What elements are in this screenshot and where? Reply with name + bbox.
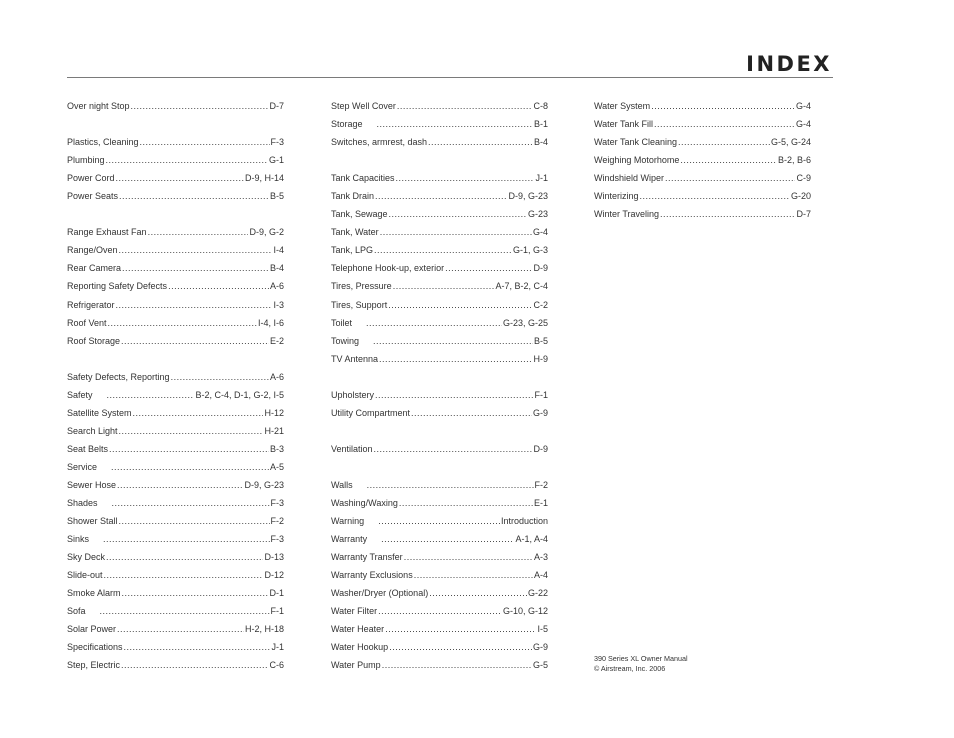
index-entry (67, 259, 284, 277)
index-page-ref: H-12 (264, 407, 284, 418)
index-page-ref: Introduction (500, 516, 548, 527)
index-term: Water System (594, 101, 651, 111)
index-entry (331, 512, 548, 530)
footer-manual-title: 390 Series XL Owner Manual (594, 654, 688, 663)
dot-leader (140, 133, 270, 151)
index-term: Warranty Exclusions (331, 570, 413, 581)
index-spacer (67, 205, 284, 223)
index-page-ref: D-7 (269, 101, 284, 111)
index-term: Roof Storage (67, 335, 121, 346)
dot-leader (121, 332, 269, 350)
index-term: Utility Compartment (331, 407, 411, 418)
index-page-ref: C-2 (533, 299, 548, 310)
index-entry (331, 296, 548, 314)
dot-leader (116, 296, 273, 314)
dot-leader (103, 530, 269, 548)
index-page-ref: G-23, G-25 (502, 317, 548, 328)
index-entry (331, 620, 548, 638)
dot-leader (117, 620, 244, 638)
index-term: Search Light (67, 425, 118, 436)
dot-leader (112, 494, 270, 512)
index-term: Tires, Pressure (331, 281, 392, 292)
index-entry (67, 422, 284, 440)
index-term: Water Filter (331, 606, 378, 617)
index-page-ref: F-3 (270, 137, 284, 148)
index-entry (331, 205, 548, 223)
index-page-ref: F-2 (534, 479, 548, 490)
index-entry (331, 440, 548, 458)
index-entry (67, 277, 284, 295)
index-page-ref: F-1 (270, 606, 284, 617)
index-entry (67, 512, 284, 530)
index-term: Range Exhaust Fan (67, 227, 147, 238)
index-page-ref: D-9, G-23 (508, 191, 548, 202)
index-term: Service (67, 461, 98, 472)
index-page-ref: G-9 (532, 642, 548, 653)
index-entry (67, 404, 284, 422)
dot-leader (651, 97, 795, 115)
index-page-ref: H-2, H-18 (244, 624, 284, 635)
dot-leader (399, 494, 533, 512)
index-term: Towing (331, 335, 360, 346)
index-page-ref: G-9 (532, 407, 548, 418)
index-entry (331, 404, 548, 422)
index-page-ref: B-2, C-4, D-1, G-2, I-5 (195, 389, 284, 400)
index-entry (67, 548, 284, 566)
index-term: Power Cord (67, 173, 115, 184)
index-entry (594, 97, 811, 115)
index-term: Sofa (67, 606, 86, 617)
index-term: Sinks (67, 534, 90, 545)
index-entry (331, 602, 548, 620)
dot-leader (119, 241, 273, 259)
index-page-ref: D-9, G-23 (244, 479, 284, 490)
dot-leader (119, 422, 264, 440)
dot-leader (378, 512, 500, 530)
dot-leader (678, 133, 770, 151)
index-entry (67, 620, 284, 638)
index-term: Rear Camera (67, 263, 122, 274)
index-page-ref: G-10, G-12 (502, 606, 548, 617)
index-page-ref: G-4 (795, 101, 811, 111)
index-term: Water Tank Fill (594, 119, 654, 130)
dot-leader (131, 97, 269, 115)
dot-leader (377, 115, 533, 133)
dot-leader (660, 205, 795, 223)
index-term: Over night Stop (67, 101, 130, 111)
footer (594, 654, 688, 673)
index-entry (331, 638, 548, 656)
dot-leader (107, 386, 195, 404)
index-term: Windshield Wiper (594, 173, 665, 184)
dot-leader (133, 404, 264, 422)
index-term: Tank, Water (331, 227, 379, 238)
index-term: Water Tank Cleaning (594, 137, 678, 148)
index-term: Walls (331, 479, 353, 490)
dot-leader (389, 638, 532, 656)
index-entry (67, 656, 284, 674)
dot-leader (109, 440, 269, 458)
index-entry (331, 350, 548, 368)
dot-leader (104, 566, 264, 584)
dot-leader (397, 97, 533, 115)
index-entry (331, 133, 548, 151)
dot-leader (100, 602, 270, 620)
index-term: Winterizing (594, 191, 639, 202)
index-entry (331, 277, 548, 295)
index-page-ref: D-13 (264, 552, 284, 563)
index-term: Water Hookup (331, 642, 389, 653)
index-entry (331, 656, 548, 674)
dot-leader (367, 476, 534, 494)
index-column-2 (331, 97, 548, 675)
dot-leader (375, 386, 533, 404)
index-entry (67, 332, 284, 350)
index-term: Solar Power (67, 624, 117, 635)
index-page-ref: F-1 (534, 389, 548, 400)
index-page-ref: B-5 (269, 191, 284, 202)
index-spacer (67, 115, 284, 133)
index-page-ref: D-12 (264, 570, 284, 581)
index-page-ref: J-1 (535, 173, 548, 184)
index-page-ref: D-9 (533, 263, 548, 274)
dot-leader (106, 548, 263, 566)
index-page-ref: G-4 (532, 227, 548, 238)
index-term: Warning (331, 516, 365, 527)
index-spacer (331, 368, 548, 386)
index-term: Satellite System (67, 407, 132, 418)
index-page-ref: G-5 (532, 660, 548, 671)
dot-leader (375, 187, 507, 205)
dot-leader (396, 169, 535, 187)
dot-leader (374, 241, 512, 259)
index-term: Switches, armrest, dash (331, 137, 428, 148)
index-entry (67, 476, 284, 494)
index-term: Power Seats (67, 191, 119, 202)
dot-leader (388, 296, 532, 314)
dot-leader (389, 205, 527, 223)
index-term: Water Pump (331, 660, 381, 671)
index-page-ref: G-22 (527, 588, 548, 599)
index-entry (331, 169, 548, 187)
index-term: Water Heater (331, 624, 385, 635)
index-term: Safety (67, 389, 93, 400)
index-entry (67, 368, 284, 386)
dot-leader (122, 259, 269, 277)
index-entry (331, 386, 548, 404)
index-page-ref: F-3 (270, 534, 284, 545)
index-term: Upholstery (331, 389, 375, 400)
index-entry (67, 584, 284, 602)
index-term: Washing/Waxing (331, 498, 398, 509)
index-page-ref: C-8 (533, 101, 548, 111)
index-entry (331, 115, 548, 133)
index-page-ref: D-9, G-2 (249, 227, 284, 238)
index-spacer (331, 458, 548, 476)
dot-leader (428, 133, 533, 151)
dot-leader (404, 548, 533, 566)
dot-leader (366, 314, 502, 332)
index-entry (594, 133, 811, 151)
index-page-ref: B-3 (269, 443, 284, 454)
index-entry (331, 241, 548, 259)
dot-leader (665, 169, 795, 187)
index-page-ref: F-2 (270, 516, 284, 527)
index-entry (594, 151, 811, 169)
index-entry (331, 548, 548, 566)
dot-leader (111, 458, 269, 476)
index-page-ref: D-7 (796, 209, 811, 220)
index-page-ref: E-1 (533, 498, 548, 509)
dot-leader (119, 512, 270, 530)
index-entry (67, 494, 284, 512)
index-term: Warranty Transfer (331, 552, 403, 563)
dot-leader (445, 259, 532, 277)
index-entry (67, 530, 284, 548)
index-entry (331, 476, 548, 494)
index-spacer (331, 422, 548, 440)
dot-leader (385, 620, 536, 638)
index-term: Slide-out (67, 570, 103, 581)
index-entry (67, 296, 284, 314)
index-page-ref: A-3 (533, 552, 548, 563)
index-term: Telephone Hook-up, exterior (331, 263, 445, 274)
dot-leader (168, 277, 269, 295)
index-entry (331, 494, 548, 512)
index-term: Sewer Hose (67, 479, 117, 490)
index-entry (331, 566, 548, 584)
dot-leader (640, 187, 790, 205)
index-page-ref: I-5 (537, 624, 548, 635)
dot-leader (116, 169, 244, 187)
index-entry (331, 187, 548, 205)
index-entry (67, 440, 284, 458)
index-term: Ventilation (331, 443, 373, 454)
index-entry (331, 530, 548, 548)
index-page-ref: A-1, A-4 (515, 534, 548, 545)
dot-leader (380, 223, 532, 241)
dot-leader (382, 656, 532, 674)
index-column-1 (67, 97, 284, 675)
index-entry (331, 584, 548, 602)
index-spacer (67, 350, 284, 368)
index-spacer (331, 151, 548, 169)
index-page-ref: B-1 (533, 119, 548, 130)
index-page-ref: A-5 (269, 461, 284, 472)
dot-leader (411, 404, 532, 422)
index-term: Shades (67, 498, 98, 509)
index-term: Range/Oven (67, 245, 118, 256)
index-term: Washer/Dryer (Optional) (331, 588, 429, 599)
dot-leader (414, 566, 533, 584)
dot-leader (121, 656, 268, 674)
index-term: Toilet (331, 317, 353, 328)
index-page-ref: A-6 (269, 371, 284, 382)
index-entry (594, 169, 811, 187)
dot-leader (374, 440, 533, 458)
index-term: Refrigerator (67, 299, 115, 310)
index-entry (331, 223, 548, 241)
index-entry (67, 602, 284, 620)
index-term: Specifications (67, 642, 123, 653)
index-term: Plumbing (67, 155, 105, 166)
index-page-ref: H-21 (264, 425, 284, 436)
index-page-ref: B-4 (269, 263, 284, 274)
index-entry (67, 458, 284, 476)
dot-leader (122, 584, 269, 602)
index-term: Tank, Sewage (331, 209, 388, 220)
index-page-ref: G-20 (790, 191, 811, 202)
index-page-ref: G-1 (268, 155, 284, 166)
dot-leader (393, 277, 495, 295)
index-page-ref: D-9, H-14 (244, 173, 284, 184)
index-term: Tank, LPG (331, 245, 374, 256)
index-entry (67, 566, 284, 584)
index-entry (331, 259, 548, 277)
index-page-ref: B-2, B-6 (777, 155, 811, 166)
index-entry (67, 151, 284, 169)
index-page-ref: B-4 (533, 137, 548, 148)
index-entry (67, 169, 284, 187)
index-term: Roof Vent (67, 317, 107, 328)
index-page-ref: I-4, I-6 (257, 317, 284, 328)
index-entry (67, 223, 284, 241)
index-term: Shower Stall (67, 516, 118, 527)
dot-leader (654, 115, 795, 133)
index-page-ref: F-3 (270, 498, 284, 509)
index-page-ref: G-4 (795, 119, 811, 130)
index-page-ref: D-9 (533, 443, 548, 454)
index-column-3 (594, 97, 811, 223)
index-entry (331, 332, 548, 350)
index-term: Safety Defects, Reporting (67, 371, 170, 382)
dot-leader (108, 314, 257, 332)
index-page-ref: A-4 (533, 570, 548, 581)
index-page-ref: A-7, B-2, C-4 (495, 281, 548, 292)
index-term: Warranty (331, 534, 368, 545)
index-term: Step Well Cover (331, 101, 396, 111)
index-term: Plastics, Cleaning (67, 137, 139, 148)
dot-leader (381, 530, 514, 548)
index-entry (594, 187, 811, 205)
index-page-ref: C-6 (269, 660, 284, 671)
index-page-ref: G-5, G-24 (770, 137, 811, 148)
footer-copyright: © Airstream, Inc. 2006 (594, 663, 666, 673)
index-term: TV Antenna (331, 353, 379, 364)
index-term: Tank Capacities (331, 173, 395, 184)
index-entry (331, 97, 548, 115)
dot-leader (373, 332, 533, 350)
index-term: Smoke Alarm (67, 588, 121, 599)
index-page-ref: E-2 (269, 335, 284, 346)
index-entry (67, 241, 284, 259)
index-term: Weighing Motorhome (594, 155, 680, 166)
header-rule (67, 77, 833, 78)
dot-leader (119, 187, 269, 205)
dot-leader (124, 638, 271, 656)
dot-leader (379, 350, 532, 368)
index-entry (67, 386, 284, 404)
index-entry (67, 187, 284, 205)
index-term: Sky Deck (67, 552, 106, 563)
index-term: Storage (331, 119, 363, 130)
index-page-ref: H-9 (533, 353, 548, 364)
index-entry (594, 205, 811, 223)
dot-leader (117, 476, 243, 494)
index-page-ref: I-3 (273, 299, 284, 310)
index-entry (594, 115, 811, 133)
index-page-ref: B-5 (533, 335, 548, 346)
index-entry (67, 314, 284, 332)
index-entry (67, 97, 284, 115)
dot-leader (106, 151, 268, 169)
index-page-ref: G-1, G-3 (512, 245, 548, 256)
dot-leader (378, 602, 502, 620)
page-title: INDEX (746, 52, 832, 76)
index-entry (331, 314, 548, 332)
index-page-ref: J-1 (271, 642, 284, 653)
index-page-ref: A-6 (269, 281, 284, 292)
index-term: Tires, Support (331, 299, 388, 310)
dot-leader (429, 584, 527, 602)
index-page-ref: G-23 (527, 209, 548, 220)
index-page-ref: C-9 (796, 173, 811, 184)
index-page-ref: I-4 (273, 245, 284, 256)
index-term: Tank Drain (331, 191, 375, 202)
dot-leader (171, 368, 269, 386)
index-term: Reporting Safety Defects (67, 281, 168, 292)
index-term: Seat Belts (67, 443, 109, 454)
index-entry (67, 638, 284, 656)
dot-leader (148, 223, 249, 241)
index-term: Step, Electric (67, 660, 121, 671)
index-page-ref: D-1 (269, 588, 284, 599)
index-term: Winter Traveling (594, 209, 660, 220)
dot-leader (680, 151, 777, 169)
index-entry (67, 133, 284, 151)
